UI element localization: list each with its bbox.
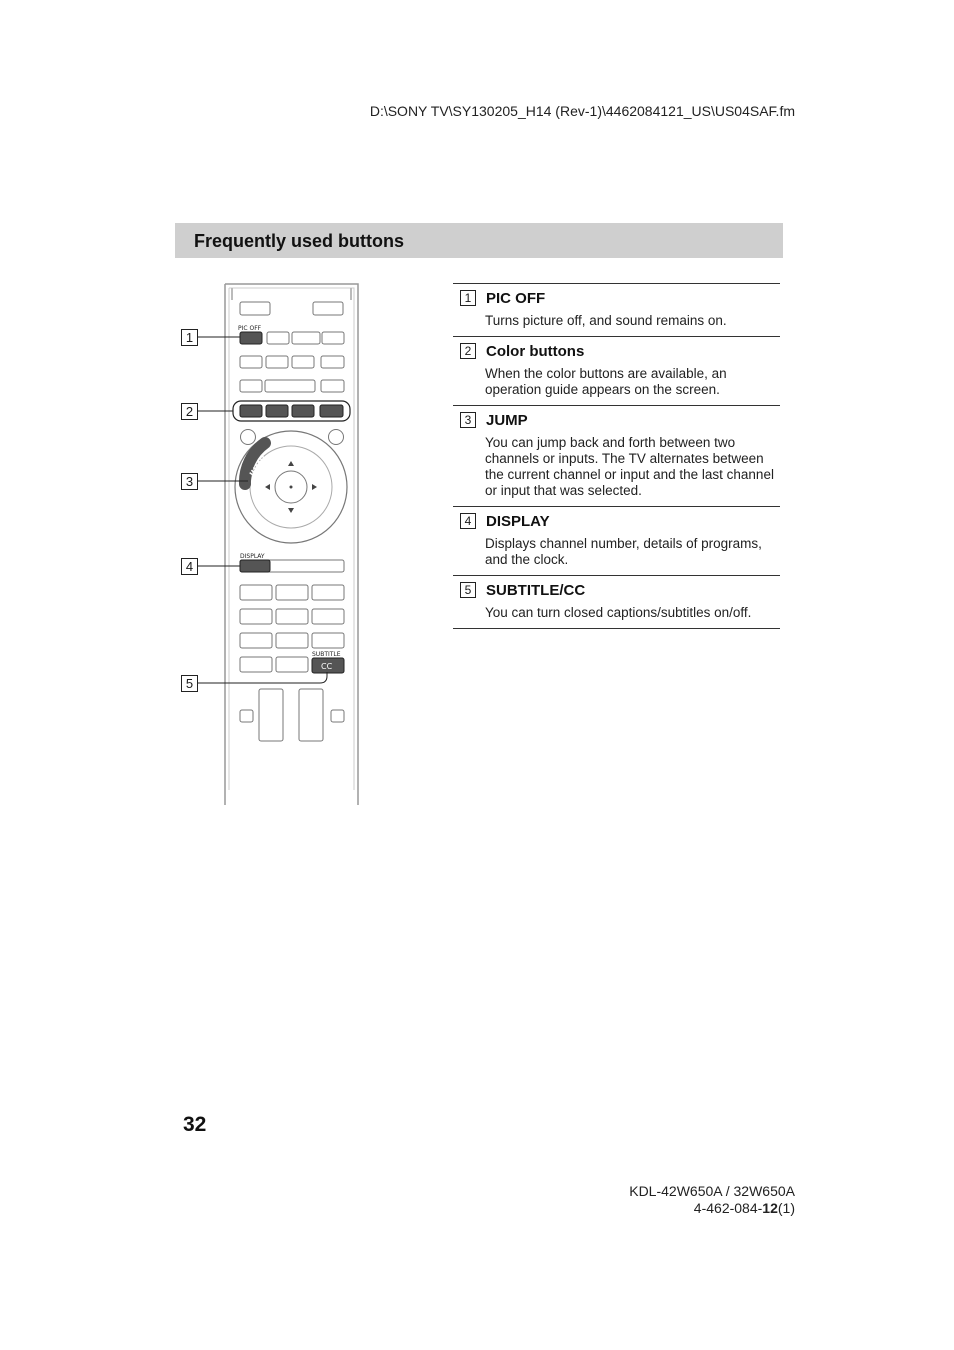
list-item (453, 507, 780, 576)
item-number: 4 (460, 513, 476, 529)
callout-line-5 (198, 672, 327, 683)
item-description: You can turn closed captions/subtitles on/off. (485, 605, 752, 620)
list-item (453, 576, 780, 629)
footer (629, 1183, 795, 1217)
callout-4: 4 (181, 558, 198, 575)
item-number: 5 (460, 582, 476, 598)
cc-label: CC (321, 662, 333, 671)
display-label: DISPLAY (240, 553, 265, 560)
item-description: You can jump back and forth between two channels or inputs. The TV alternates between the current channel or input and the last channel or input that was selected. (485, 435, 774, 498)
item-description: When the color buttons are available, an operation guide appears on the screen. (485, 366, 727, 397)
list-item (453, 337, 780, 406)
page-number: 32 (183, 1113, 207, 1136)
file-path: D:\SONY TV\SY130205_H14 (Rev-1)\4462084121_US\US04SAF.fm (369, 103, 795, 119)
callout-2: 2 (181, 403, 198, 420)
item-title: JUMP (486, 411, 528, 429)
color-button-3 (292, 405, 314, 417)
item-description: Turns picture off, and sound remains on. (485, 313, 727, 328)
item-number: 1 (460, 290, 476, 306)
pic-off-button (240, 332, 262, 344)
list-item (453, 406, 780, 507)
callout-1: 1 (181, 329, 198, 346)
model-number: KDL-42W650A / 32W650A (629, 1183, 795, 1199)
item-title: SUBTITLE/CC (486, 581, 586, 599)
code-prefix: 4-462-084- (693, 1200, 763, 1216)
display-button (240, 560, 270, 572)
jump-label: JUMP (247, 454, 269, 479)
section-title: Frequently used buttons (194, 231, 405, 251)
item-number: 2 (460, 343, 476, 359)
list-item (453, 284, 780, 337)
item-title: DISPLAY (486, 512, 550, 530)
document-code (629, 1200, 795, 1217)
item-description: Displays channel number, details of programs, and the clock. (485, 536, 762, 567)
remote-illustration (170, 280, 370, 815)
item-title: Color buttons (486, 342, 585, 360)
pic-off-label: PIC OFF (238, 325, 262, 332)
color-button-2 (266, 405, 288, 417)
section-header (175, 223, 783, 258)
remote-drawing (170, 280, 370, 810)
subtitle-label: SUBTITLE (312, 651, 341, 658)
color-button-4 (320, 405, 343, 417)
item-title: PIC OFF (486, 289, 546, 307)
code-suffix: (1) (777, 1200, 795, 1216)
callout-5: 5 (181, 675, 198, 692)
button-descriptions (453, 283, 780, 629)
code-bold: 12 (762, 1200, 778, 1216)
color-button-1 (240, 405, 262, 417)
callout-3: 3 (181, 473, 198, 490)
item-number: 3 (460, 412, 476, 428)
